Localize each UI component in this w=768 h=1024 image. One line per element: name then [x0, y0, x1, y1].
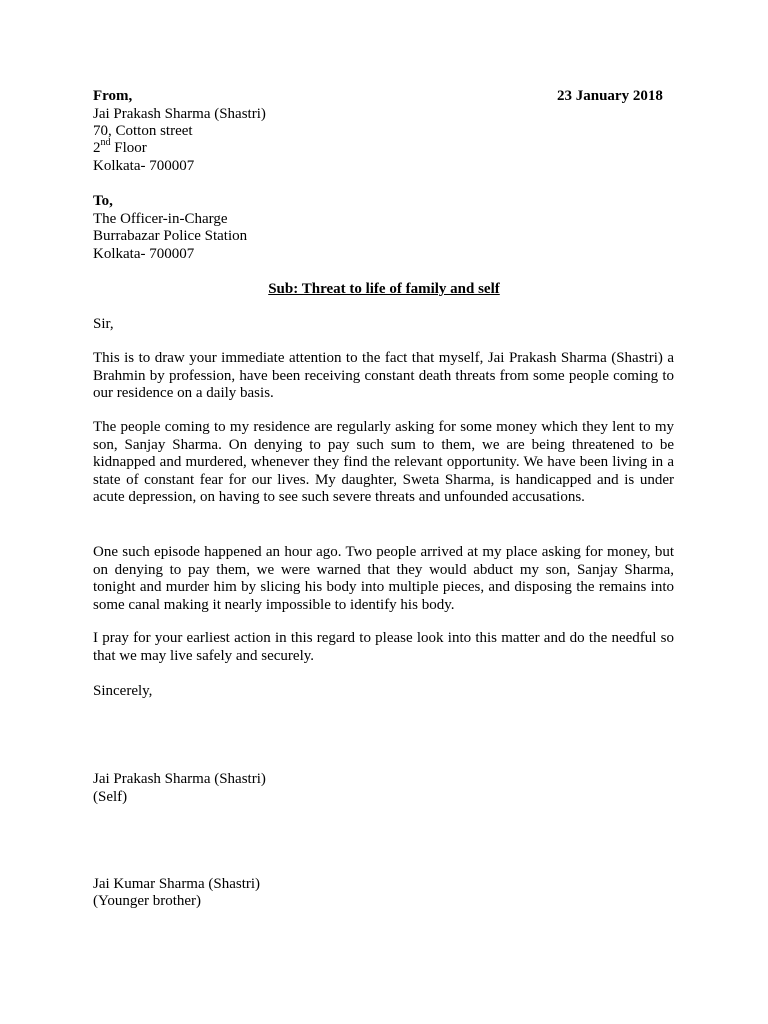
sender-street: 70, Cotton street — [93, 123, 193, 139]
to-label: To, — [93, 193, 113, 209]
signatory-name: Jai Prakash Sharma (Shastri) — [93, 771, 266, 787]
recipient-city: Kolkata- 700007 — [93, 246, 195, 262]
recipient-title: The Officer-in-Charge — [93, 211, 228, 227]
body-paragraph-1: This is to draw your immediate attention to the fact that myself, Jai Prakash Sharma (Shastri) a Brahmin by profession, have been receiving constant death threats from some people coming to our residence on a daily basis. — [93, 350, 674, 401]
sender-floor-word: Floor — [110, 140, 147, 156]
body-paragraph-4: I pray for your earliest action in this regard to please look into this matter and do the needful so that we may live safely and securely. — [93, 630, 674, 664]
body-paragraph-2: The people coming to my residence are regularly asking for some money which they lent to my son, Sanjay Sharma. On denying to pay such sum to them, we are being threatened to be kidnapped and murdered, whenever they find the relevant opportunity. We have been living in a state of constant fear for our lives. My daughter, Sweta Sharma, is handicapped and is under acute depression, on having to see such severe threats and unfounded accusations. — [93, 419, 674, 505]
from-label: From, — [93, 88, 133, 104]
sender-name: Jai Prakash Sharma (Shastri) — [93, 106, 266, 122]
subject-text: Sub: Threat to life of family and self — [268, 281, 500, 297]
sender-city: Kolkata- 700007 — [93, 158, 195, 174]
salutation: Sir, — [93, 316, 114, 332]
recipient-station: Burrabazar Police Station — [93, 228, 248, 244]
body-paragraph-3: One such episode happened an hour ago. Two people arrived at my place asking for money, but on denying to pay them, we were warned that they would abduct my son, Sanjay Sharma, tonight and murder him by slicing his body into multiple pieces, and disposing the remains into some canal making it nearly impossible to identify his body. — [93, 544, 674, 613]
sender-floor-ordinal: nd — [100, 137, 111, 148]
signatory-relation: (Self) — [93, 789, 128, 805]
closing: Sincerely, — [93, 683, 153, 699]
sender-floor-number: 2 — [93, 140, 101, 156]
signatory-name: Jai Kumar Sharma (Shastri) — [93, 876, 261, 892]
signatory-relation: (Younger brother) — [93, 893, 202, 909]
subject-line — [0, 281, 768, 299]
letter-date: 23 January 2018 — [557, 88, 663, 104]
sender-floor — [93, 137, 147, 158]
